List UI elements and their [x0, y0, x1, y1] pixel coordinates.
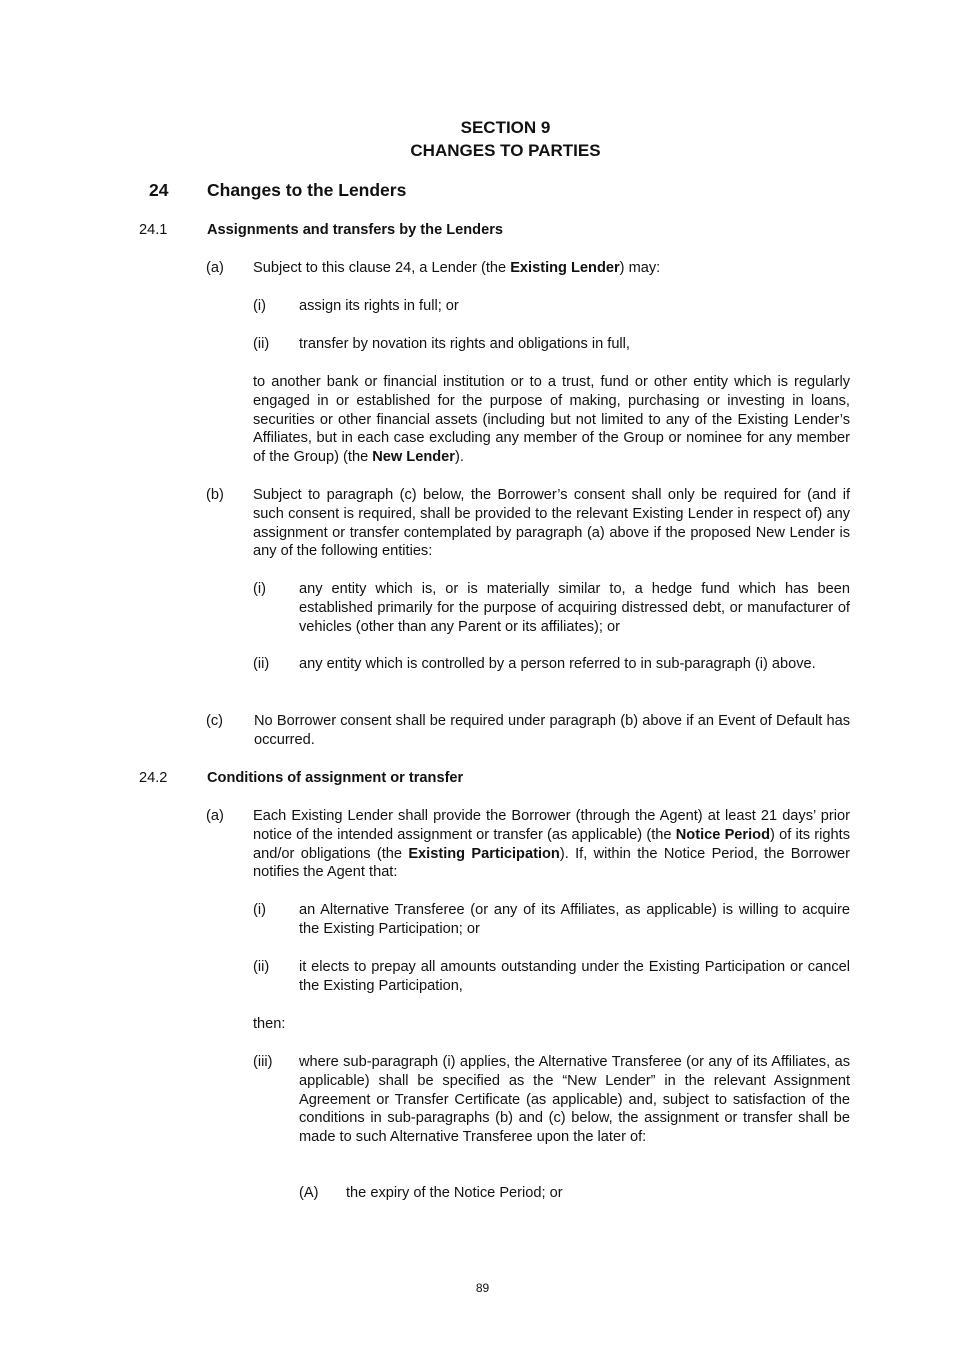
- section-label: SECTION 9: [460, 118, 551, 137]
- subparagraph-label: (i): [253, 581, 266, 597]
- subclause-number: 24.1: [139, 222, 168, 238]
- paragraph-text: Subject to paragraph (c) below, the Borrower’s consent shall only be required for (and if such consent is required, shall be provided to the relevant Existing Lender in respect of) any assignment or transfer contemplated by paragraph (a) above if the proposed New Lender is any of the following entities:: [253, 487, 850, 560]
- paragraph-label: (a): [206, 808, 224, 824]
- then-text: then:: [253, 1016, 286, 1032]
- subclause-title: Conditions of assignment or transfer: [207, 770, 464, 786]
- subparagraph-text: an Alternative Transferee (or any of its Affiliates, as applicable) is willing to acquire the Existing Participation; or: [299, 902, 850, 937]
- subparagraph-label: (ii): [253, 336, 270, 352]
- defined-term-existing-participation: Existing Participation: [408, 845, 560, 862]
- subparagraph-label: (ii): [253, 656, 270, 672]
- paragraph-label: (c): [206, 713, 224, 729]
- paragraph-text: Subject to this clause 24, a Lender (the Existing Lender) may:: [253, 260, 661, 276]
- subparagraph-label: (i): [253, 298, 266, 314]
- subparagraph-text: transfer by novation its rights and obligations in full,: [299, 336, 630, 352]
- subparagraph-label: (iii): [253, 1054, 273, 1070]
- subparagraph-text: the expiry of the Notice Period; or: [346, 1185, 563, 1201]
- subparagraph-text: where sub-paragraph (i) applies, the Alternative Transferee (or any of its Affiliates, as applicable) shall be specified as the “New Lender” in the relevant Assignment Agreement or Transfer Certificate (as applicable) and, subject to satisfaction of the conditions in sub-paragraphs (b) and (c) below, the assignment or transfer shall be made to such Alternative Transferee upon the later of:: [299, 1054, 850, 1146]
- page-footer: [0, 1281, 965, 1295]
- subparagraph-text: it elects to prepay all amounts outstanding under the Existing Participation or cancel the Existing Participation,: [299, 959, 850, 994]
- defined-term-existing-lender: Existing Lender: [510, 260, 620, 276]
- paragraph-text: No Borrower consent shall be required under paragraph (b) above if an Event of Default has occurred.: [254, 713, 850, 748]
- subparagraph-text: assign its rights in full; or: [299, 298, 459, 314]
- subparagraph-label: (ii): [253, 959, 270, 975]
- subparagraph-label: (A): [299, 1185, 319, 1201]
- section-heading: [0, 116, 965, 162]
- paragraph-label: (a): [206, 260, 224, 276]
- subparagraph-text: any entity which is controlled by a person referred to in sub-paragraph (i) above.: [299, 656, 816, 672]
- subclause-title: Assignments and transfers by the Lenders: [207, 222, 504, 238]
- paragraph-label: (b): [206, 487, 224, 503]
- clause-title: Changes to the Lenders: [207, 180, 407, 200]
- subparagraph-label: (i): [253, 902, 266, 918]
- defined-term-new-lender: New Lender: [372, 449, 455, 466]
- page-number: 89: [475, 1281, 490, 1295]
- subclause-number: 24.2: [139, 770, 168, 786]
- clause-number: 24: [149, 180, 169, 200]
- subparagraph-text: any entity which is, or is materially similar to, a hedge fund which has been established primarily for the purpose of acquiring distressed debt, or manufacturer of vehicles (other than any Parent or its affiliates); or: [299, 581, 850, 635]
- paragraph-text: Each Existing Lender shall provide the Borrower (through the Agent) at least 21 days’ prior notice of the intended assignment or transfer (as applicable) (the Notice Period) of its rights and/or obligations (the Existing Participation). If, within the Notice Period, the Borrower notifies the Agent that:: [253, 808, 850, 881]
- section-title: CHANGES TO PARTIES: [410, 141, 601, 160]
- paragraph-24-1-a-continuation: to another bank or financial institution or to a trust, fund or other entity which is regularly engaged in or established for the purpose of making, purchasing or investing in loans, securities or other financial assets (including but not limited to any of the Existing Lender’s Affiliates, but in each case excluding any member of the Group or nominee for any member of the Group) (the New Lender).: [253, 374, 850, 466]
- defined-term-notice-period: Notice Period: [675, 826, 770, 843]
